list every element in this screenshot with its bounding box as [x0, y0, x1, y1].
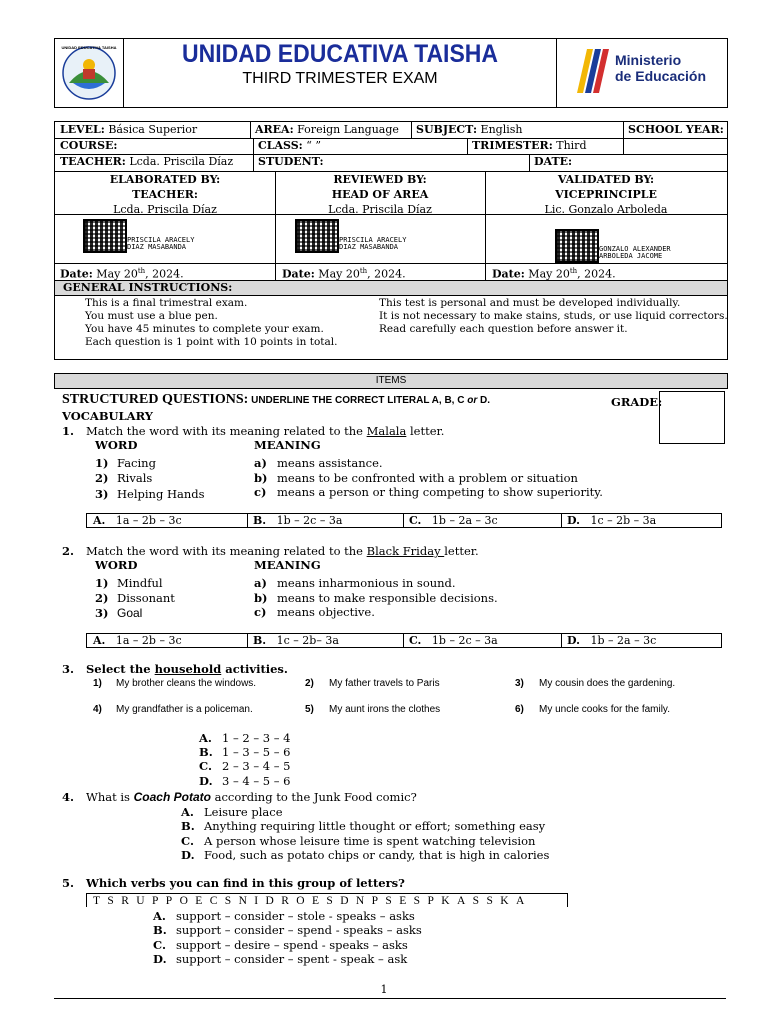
footer-divider — [54, 998, 726, 999]
qr-code-icon — [83, 219, 127, 253]
option-b[interactable]: B. — [199, 745, 213, 759]
subject-field: SUBJECT: English — [416, 123, 523, 136]
option-d[interactable]: D. 1b – 2a – 3c — [567, 634, 657, 647]
grade-box[interactable] — [659, 391, 725, 444]
instruction-item: You have 45 minutes to complete your exam. — [85, 323, 324, 335]
class-field[interactable]: CLASS: “ ” — [258, 139, 321, 152]
option-c[interactable]: C. — [181, 834, 194, 848]
instruction-item: You must use a blue pen. — [85, 310, 218, 322]
student-field[interactable]: STUDENT: — [258, 155, 324, 168]
teacher-field: TEACHER: Lcda. Priscila Díaz — [60, 155, 234, 168]
instruction-item: Read carefully each question before answer it. — [379, 323, 628, 335]
option-b[interactable]: B. — [153, 923, 167, 937]
instruction-item: This is a final trimestral exam. — [85, 297, 248, 309]
date-field[interactable]: DATE: — [534, 155, 573, 168]
logo-caption: UNIDAD EDUCATIVA TAISHA — [61, 45, 117, 50]
grade-label: GRADE: — [611, 395, 663, 409]
option-a[interactable]: A. — [199, 731, 212, 745]
ministry-name-line2: de Educación — [615, 68, 707, 84]
ministry-logo — [556, 39, 727, 107]
answer-options-row — [86, 633, 722, 648]
option-a[interactable]: A. 1a – 2b – 3c — [93, 634, 182, 647]
school-year-field[interactable]: SCHOOL YEAR: — [628, 123, 724, 136]
answer-options-row — [86, 513, 722, 528]
option-c[interactable]: C. — [199, 759, 212, 773]
instructions-title: GENERAL INSTRUCTIONS: — [63, 281, 233, 294]
option-d[interactable]: D. — [153, 952, 167, 966]
trimester-field: TRIMESTER: Third — [472, 139, 587, 152]
option-c[interactable]: C. 1b – 2a – 3c — [409, 514, 498, 527]
level-field: LEVEL: Básica Superior — [60, 123, 198, 136]
date-vice: Date: May 20th, 2024. — [492, 267, 616, 281]
option-c[interactable]: C. 1b – 2c – 3a — [409, 634, 498, 647]
instruction-item: This test is personal and must be developed individually. — [379, 297, 681, 309]
option-b[interactable]: B. 1c – 2b– 3a — [253, 634, 339, 647]
letter-grid: TSRUPPOECSNIDROESDNPSESPKASSKA — [86, 893, 568, 907]
option-c[interactable]: C. — [153, 938, 166, 952]
exam-info-table: LEVEL: Básica Superior AREA: Foreign Language SUBJECT: English SCHOOL YEAR: COURSE: CLASS: “ ” TRIMESTER: Third TEACHER: Lcda. Priscila Díaz STUDENT: DATE: ELABORATED BY: TEACHER: Lcda. Priscila Díaz PRISCILA ARACELY DIAZ MASABANDA Date: May 20th, 2024. REVIEWED BY: HEAD OF AREA Lcda. Priscila Díaz PRISCILA ARACELY DIAZ MASABANDA Date: May 20th, 2024. VALIDATED BY: VICEPRINCIPLE Lic. Gonzalo Arboleda GONZALO ALEXANDER ARBOLEDA JACOME Date: May 20th, 2024. GENERAL INSTRUCTIONS: This is a final trimestral exam. You must use a blue pen. You have 45 minutes to complete your exam. Each question is 1 point with 10 points in total. This test is personal and must be developed individually. It is not necessary to make stains, studs, or use liquid correctors. Read carefully each question before answer it. — [54, 121, 728, 360]
instruction-item: Each question is 1 point with 10 points in total. — [85, 336, 338, 348]
option-b[interactable]: B. 1b – 2c – 3a — [253, 514, 343, 527]
instruction-item: It is not necessary to make stains, studs, or use liquid correctors. — [379, 310, 728, 322]
option-d[interactable]: D. — [181, 848, 195, 862]
exam-title: THIRD TRIMESTER EXAM — [242, 70, 438, 87]
qr-code-icon — [295, 219, 339, 253]
school-logo-cell — [55, 39, 124, 107]
option-b[interactable]: B. — [181, 819, 195, 833]
ministry-name-line1: Ministerio — [615, 52, 682, 68]
option-a[interactable]: A. — [181, 805, 194, 819]
option-d[interactable]: D. 1c – 2b – 3a — [567, 514, 657, 527]
items-bar: ITEMS — [54, 373, 728, 389]
course-field[interactable]: COURSE: — [60, 139, 118, 152]
date-head: Date: May 20th, 2024. — [282, 267, 406, 281]
qr-code-icon — [555, 229, 599, 263]
school-name: UNIDAD EDUCATIVA TAISHA — [181, 40, 499, 68]
structured-questions-heading: STRUCTURED QUESTIONS: UNDERLINE THE CORRECT LITERAL A, B, C or D. — [62, 392, 491, 407]
exam-header — [54, 38, 728, 108]
date-teacher: Date: May 20th, 2024. — [60, 267, 184, 281]
vocabulary-label: VOCABULARY — [62, 409, 153, 423]
area-field: AREA: Foreign Language — [255, 123, 399, 136]
ministry-stripes-icon — [569, 49, 609, 93]
option-a[interactable]: A. 1a – 2b – 3c — [93, 514, 182, 527]
option-d[interactable]: D. — [199, 774, 213, 788]
page-number: 1 — [380, 983, 388, 996]
option-a[interactable]: A. — [153, 909, 166, 923]
